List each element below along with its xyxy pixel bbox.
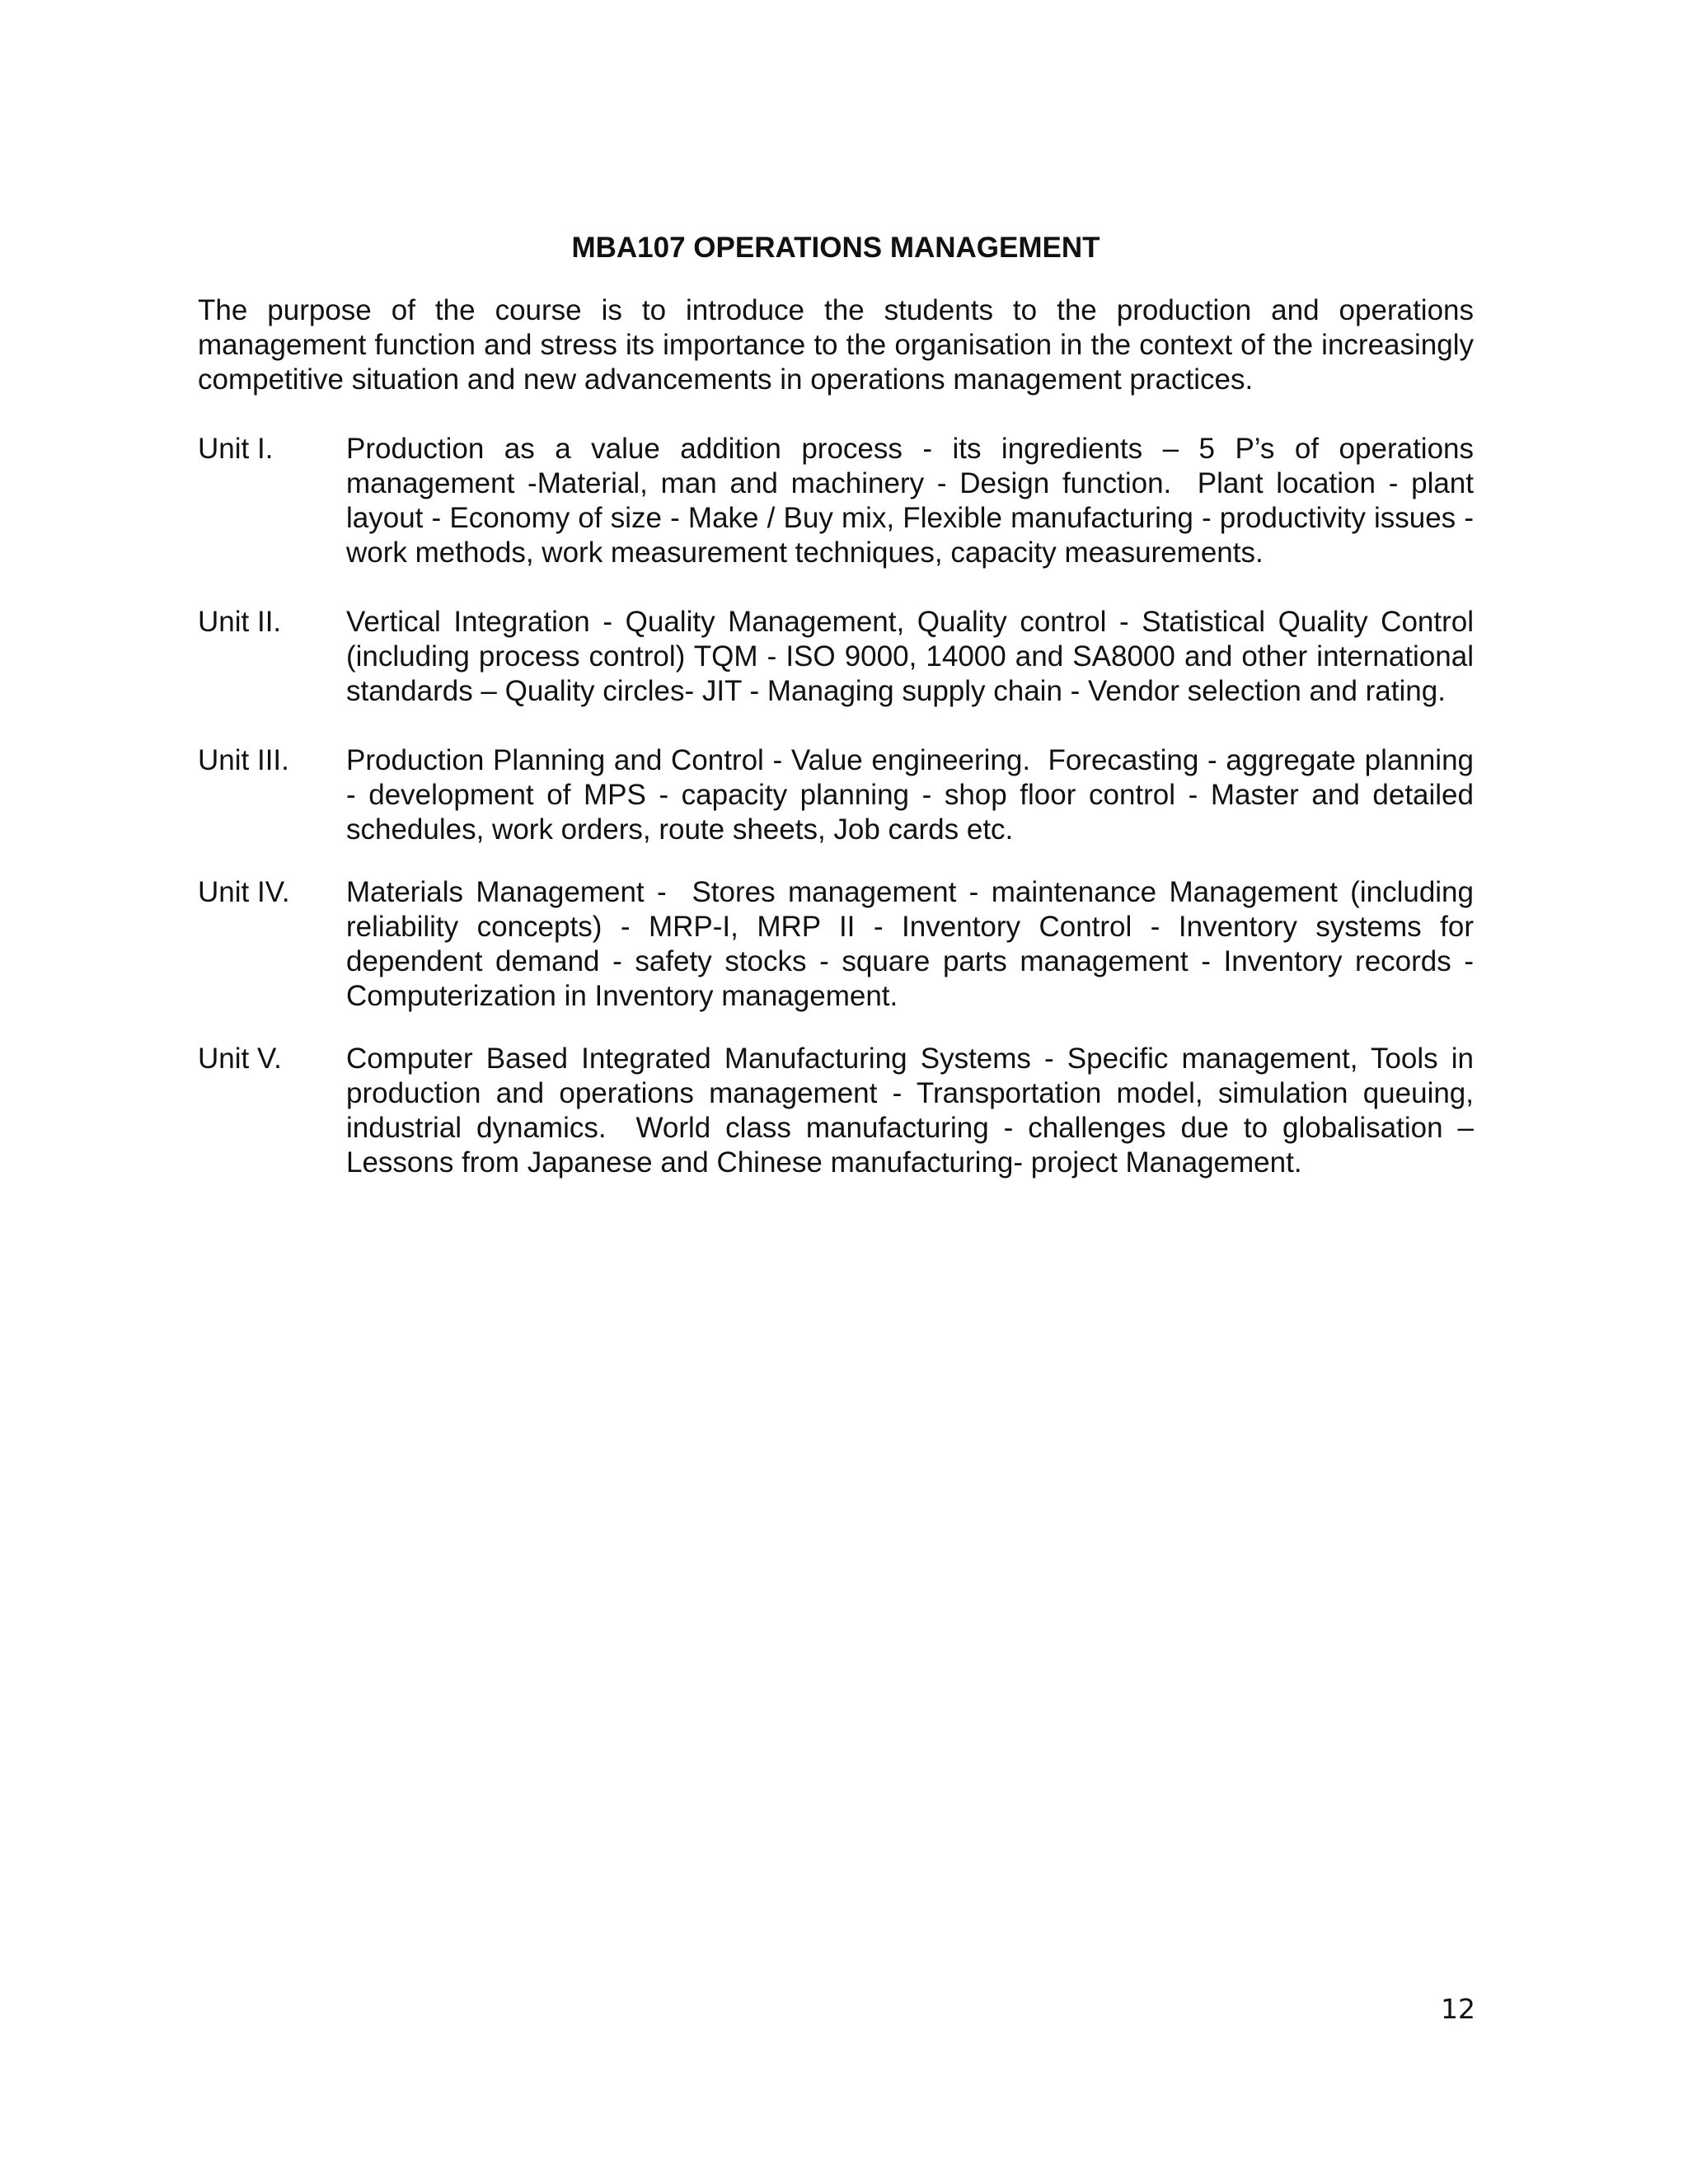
- unit-label: Unit II.: [198, 606, 282, 638]
- course-intro: The purpose of the course is to introduce the students to the production and operations management function and stress its importance to the organisation in the context of the increasingly competitive situation and new advancements in operations management practices.: [198, 294, 1474, 396]
- page-number: 12: [1441, 1993, 1475, 2025]
- unit-label: Unit I.: [198, 433, 274, 465]
- unit-item: [198, 743, 1482, 847]
- unit-label: Unit III.: [198, 744, 289, 776]
- unit-description: Production Planning and Control - Value engineering. Forecasting - aggregate planning - development of MPS - capacity planning - shop floor control - Master and detailed schedules, work orders, route sheets, Job cards etc.: [346, 744, 1482, 846]
- unit-item: [198, 432, 1482, 570]
- course-title: MBA107 OPERATIONS MANAGEMENT: [571, 232, 1100, 264]
- unit-item: [198, 1042, 1482, 1180]
- unit-description: Production as a value addition process - its ingredients – 5 P’s of operations management -Material, man and machinery - Design function. Plant location - plant layout - Economy of size - Make / Buy mix, Flexible manufacturing - productivity issues - work methods, work measurement techniques, capacity measurements.: [346, 433, 1482, 569]
- unit-description: Computer Based Integrated Manufacturing Systems - Specific management, Tools in production and operations management - Transportation model, simulation queuing, industrial dynamics. World class manufacturing - challenges due to globalisation – Lessons from Japanese and Chinese manufacturing- project Management.: [346, 1043, 1482, 1179]
- unit-label: Unit IV.: [198, 876, 290, 908]
- unit-description: Materials Management - Stores management - maintenance Management (including reliability concepts) - MRP-I, MRP II - Inventory Control - Inventory systems for dependent demand - safety stocks - square parts management - Inventory records - Computerization in Inventory management.: [346, 876, 1482, 1012]
- unit-item: [198, 875, 1482, 1014]
- unit-description: Vertical Integration - Quality Management, Quality control - Statistical Quality Control (including process control) TQM - ISO 9000, 14000 and SA8000 and other international standards – Quality circles- JIT - Managing supply chain - Vendor selection and rating.: [346, 606, 1482, 707]
- unit-label: Unit V.: [198, 1043, 282, 1075]
- document-page: [198, 231, 1482, 1180]
- unit-item: [198, 605, 1482, 709]
- unit-list: [198, 432, 1482, 1180]
